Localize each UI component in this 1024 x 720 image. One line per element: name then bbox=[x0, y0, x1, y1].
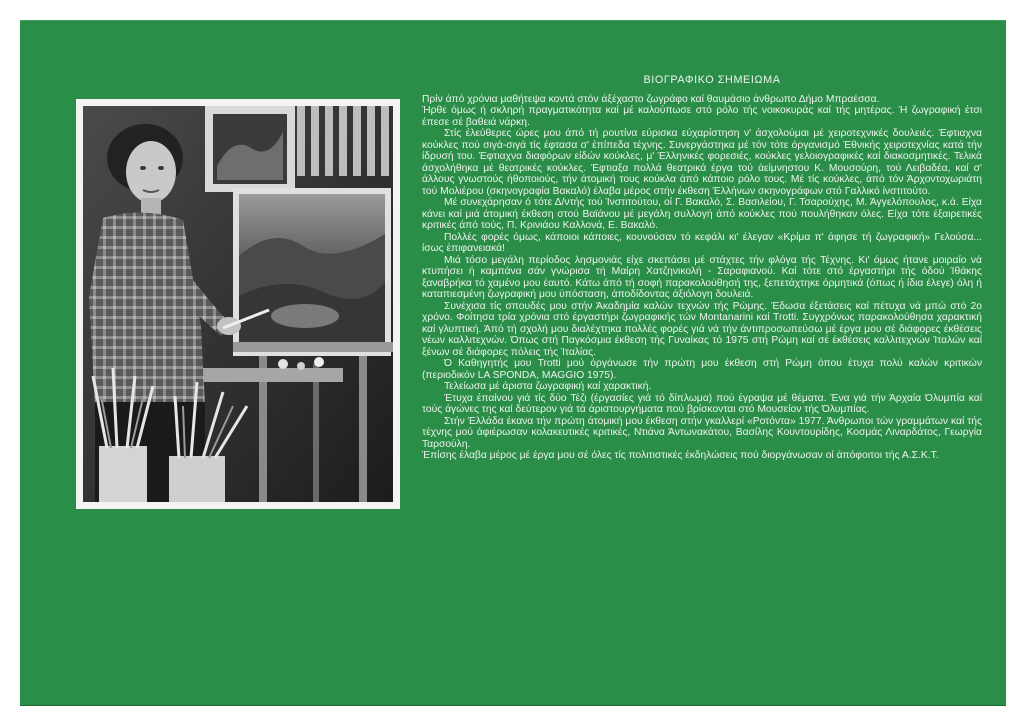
artist-photo bbox=[76, 99, 400, 509]
paragraph: Στήν Έλλάδα έκανα τήν πρώτη άτομική μου έκθεση στήν γκαλλερί «Ροτόντα» 1977. Άνθρωποι τών γραμμάτων καί τής τέχνης μού άφιέρωσαν κολακευτικές κριτικές, Ντιάνα Άντωνακάτου, Βασίλης Κουντουρίδης, Κοσμάς Λιναρδάτος, Γεωργία Ταρσούλη. bbox=[422, 415, 982, 450]
biography-text bbox=[422, 75, 982, 462]
biography-paragraphs bbox=[422, 94, 982, 462]
paragraph: Συνέχισα τίς σπουδές μου στήν Άκαδημία καλών τεχνών τής Ρώμης. Έδωσα έξετάσεις καί πέτυχα νά μπώ στό 2ο χρόνο. Φοίτησα τρία χρόνια στό έργαστήρι ζωγραφικής τών Montanarini καί Trotti. Συγχρόνως παρακολούθησα χαρακτική καί γλυπτική. Άπό τή σχολή μου διαλέχτηκα πολλές φορές γιά νά τήν άντιπροσωπεύσω μέ έργα μου σέ διάφορες έκθέσεις νέων καλλιτεχνών. Όπως στή Παγκόσμια έκθεση τής Γυναίκας τό 1975 στή Ρώμη καί σέ έκθέσεις καλλιτεχνών Ίταλών καί ξένων σέ διάφορες πόλεις τής Ίταλίας. bbox=[422, 300, 982, 358]
paragraph: Πρίν άπό χρόνια μαθήτεψα κοντά στόν άξέχαστο ζωγράφο καί θαυμάσιο άνθρωπο Δήμο Μπραέσσα. bbox=[422, 93, 880, 105]
paragraph: Πολλές φορές όμως, κάποιοι κάποιες, κουνούσαν τό κεφάλι κι' έλεγαν «Κρίμα π' άφησε τή ζωγραφική» Γελούσα... ίσως έπιφανειακά! bbox=[422, 231, 982, 254]
paragraph: Μέ συνεχάρησαν ό τότε Δ/ντής τού Ίνστιτούτου, οί Γ. Βακαλό, Σ. Βασιλείου, Γ. Τσαρούχης, Μ. Άγγελόπουλος, κ.ά. Είχα κάνει καί μιά άτομική έκθεση στού Βαϊάνου μέ μεγάλη συλλογή άπό κούκλες πού πουλήθηκαν όλες. Είχα τότε έξαιρετικές κριτικές άπό τούς, Π. Κρινιάου Καλλονά, Ε. Βακαλό. bbox=[422, 197, 982, 231]
paragraph: Ό Καθηγητής μου Trotti μού όργάνωσε τήν πρώτη μου έκθεση στή Ρώμη όπου έτυχα πολύ καλών κριτικών (περιοδικόν LA SPONDA, MAGGIO 1975). bbox=[422, 358, 982, 381]
biography-card bbox=[20, 20, 1006, 706]
paragraph: Στίς έλεύθερες ώρες μου άπό τή ρουτίνα εύρισκα εύχαρίστηση ν' άσχολούμαι μέ χειροτεχνικές δουλειές. Έφτιαχνα κούκλες πού σιγά-σιγά τίς έφτασα σ' έπίπεδα τέχνης. Συνεργάστηκα μέ τόν τότε όργανισμό Έθνικής χειροτεχνίας κατά τήν ίδρυσή του. Έφτιαχνα διαφόρων είδών κούκλες, μ' Έλληνικές φορεσιές, κούκλες γελοιογραφικές καί διακοσμητικές. Τελικά άσχολήθηκα μέ θεατρικές κούκλες. Έφτιαξα πολλά θεατρικά έργα τού άείμνηστου Κ. Μουσούρη, τού Λειβαδέα, καί σ' άλλους γνωστούς ήθοποιούς, τήν άτομική τους κούκλα άπό κάποιο ρόλο τους. Μέ τίς κούκλες, άπό τόν Άρχοντοχωριάτη τού Μολιέρου (σκηνογραφία Βακαλό) έλαβα μέρος στήν έκθεση Έλλήνων σκηνογράφων στό Γαλλικό ίνστιτούτο. bbox=[422, 128, 982, 197]
paragraph: Έτυχα έπαίνου γιά τίς δύο Τέζι (έργασίες γιά τό δίπλωμα) πού έγραψα μέ θέματα. Ένα γιά τήν Άρχαία Όλυμπία καί τούς άγώνες της καί δεύτερον γιά τά άριστουργήματα πού βρίσκονται στό Μουσείον τής Όλυμπίας. bbox=[422, 392, 982, 415]
paragraph: Μιά τόσο μεγάλη περίοδος λησμονιάς είχε σκεπάσει μέ στάχτες τήν φλόγα τής Τέχνης. Κι' όμως ήτανε μοιραίο νά κτυπήσει ή καμπάνα σάν γνώρισα τή Μαίρη Χατζηνικολή - Σαραφιανού. Καί τότε στό έργαστήρι τής όδού Ίθάκης ξαναβρήκα τό χαμένο μου έαυτό. Κάτω άπό τή σοφή παρακολούθησή της, ξεπετάχτηκε όρμητικά (όπως ή ίδια έλεγε) όλη ή καταπιεσμένη ζωγραφική μου ύπόσταση, άποδίδοντας άξιόλογη δουλειά. bbox=[422, 254, 982, 300]
paragraph: Ήρθε όμως ή σκληρή πραγματικότητα καί μέ καλούπωσε στό ρόλο τής νοικοκυράς καί τής μητέρας. Ή ζωγραφική έτσι έπεσε σέ βαθειά νάρκη. bbox=[422, 105, 982, 128]
artist-at-easel-photo bbox=[83, 106, 393, 502]
paragraph: Έπίσης έλαβα μέρος μέ έργα μου σέ όλες τίς πολιτιστικές έκδηλώσεις πού διοργάνωσαν οί άπόφοιτοι τής Α.Σ.Κ.Τ. bbox=[422, 450, 939, 461]
paragraph: Τελείωσα μέ άριστα ζωγραφική καί χαρακτική. bbox=[444, 381, 652, 392]
biography-heading: ΒΙΟΓΡΑΦΙΚΟ ΣΗΜΕΙΩΜΑ bbox=[643, 74, 781, 86]
